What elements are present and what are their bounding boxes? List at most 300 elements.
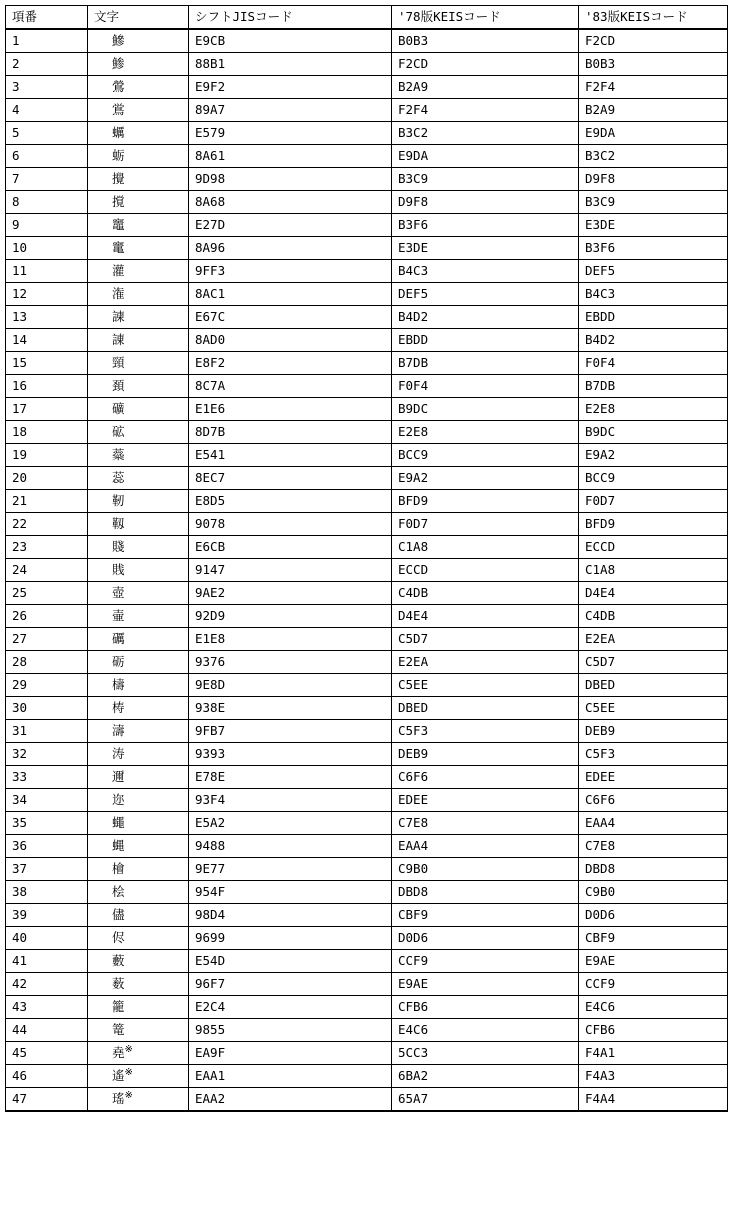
cell-character (88, 582, 189, 605)
character-glyph: 頚 (112, 378, 125, 393)
note-mark: ※ (124, 1089, 133, 1101)
cell-keis83-code: CBF9 (579, 927, 728, 950)
character-glyph: 諌 (112, 332, 125, 347)
table-row (6, 99, 728, 122)
cell-shift-jis-code: 9855 (189, 1019, 392, 1042)
cell-item-number: 34 (6, 789, 88, 812)
cell-keis83-code: F0D7 (579, 490, 728, 513)
cell-item-number: 21 (6, 490, 88, 513)
cell-keis78-code: CBF9 (392, 904, 579, 927)
cell-keis83-code: F0F4 (579, 352, 728, 375)
cell-character (88, 674, 189, 697)
header-keis-78: '78版KEISコード (392, 6, 579, 30)
cell-keis83-code: E4C6 (579, 996, 728, 1019)
header-row (6, 6, 728, 30)
table-row (6, 467, 728, 490)
cell-keis78-code: C6F6 (392, 766, 579, 789)
cell-character (88, 306, 189, 329)
table-row (6, 421, 728, 444)
cell-character (88, 237, 189, 260)
table-row (6, 766, 728, 789)
cell-keis78-code: E9AE (392, 973, 579, 996)
cell-character (88, 421, 189, 444)
cell-keis78-code: B2A9 (392, 76, 579, 99)
character-glyph: 侭 (112, 930, 125, 945)
cell-keis78-code: EDEE (392, 789, 579, 812)
cell-shift-jis-code: E1E6 (189, 398, 392, 421)
cell-keis78-code: E2E8 (392, 421, 579, 444)
cell-shift-jis-code: 9E77 (189, 858, 392, 881)
cell-keis78-code: DEB9 (392, 743, 579, 766)
cell-keis83-code: D9F8 (579, 168, 728, 191)
cell-keis83-code: EBDD (579, 306, 728, 329)
cell-keis78-code: BFD9 (392, 490, 579, 513)
cell-keis78-code: B4D2 (392, 306, 579, 329)
cell-item-number: 11 (6, 260, 88, 283)
cell-keis78-code: DBD8 (392, 881, 579, 904)
cell-shift-jis-code: 9699 (189, 927, 392, 950)
cell-shift-jis-code: 9376 (189, 651, 392, 674)
cell-keis78-code: C4DB (392, 582, 579, 605)
character-glyph: 潅 (112, 286, 125, 301)
cell-keis78-code: C5D7 (392, 628, 579, 651)
cell-item-number: 29 (6, 674, 88, 697)
character-glyph: 撹 (112, 194, 125, 209)
cell-character (88, 260, 189, 283)
cell-character (88, 927, 189, 950)
character-glyph: 籠 (112, 999, 125, 1014)
cell-character (88, 29, 189, 53)
cell-keis78-code: B9DC (392, 398, 579, 421)
cell-shift-jis-code: 9D98 (189, 168, 392, 191)
character-glyph: 遙 (112, 1068, 125, 1083)
character-glyph: 邇 (112, 769, 125, 784)
cell-keis78-code: C5F3 (392, 720, 579, 743)
cell-character (88, 881, 189, 904)
cell-keis83-code: C1A8 (579, 559, 728, 582)
cell-keis83-code: F4A1 (579, 1042, 728, 1065)
cell-shift-jis-code: E54D (189, 950, 392, 973)
cell-item-number: 19 (6, 444, 88, 467)
cell-keis78-code: C1A8 (392, 536, 579, 559)
cell-character (88, 605, 189, 628)
cell-character (88, 950, 189, 973)
cell-keis78-code: F0F4 (392, 375, 579, 398)
table-row (6, 168, 728, 191)
character-glyph: 涛 (112, 746, 125, 761)
cell-keis83-code: E9AE (579, 950, 728, 973)
table-row (6, 490, 728, 513)
cell-character (88, 697, 189, 720)
cell-keis83-code: DBD8 (579, 858, 728, 881)
cell-item-number: 7 (6, 168, 88, 191)
cell-keis78-code: DBED (392, 697, 579, 720)
character-glyph: 賤 (112, 539, 125, 554)
cell-item-number: 20 (6, 467, 88, 490)
table-row (6, 835, 728, 858)
cell-keis83-code: DEF5 (579, 260, 728, 283)
table-row (6, 881, 728, 904)
cell-keis78-code: EBDD (392, 329, 579, 352)
cell-shift-jis-code: 93F4 (189, 789, 392, 812)
cell-keis83-code: F4A3 (579, 1065, 728, 1088)
character-glyph: 濤 (112, 723, 125, 738)
table-row (6, 858, 728, 881)
character-glyph: 蛎 (112, 148, 125, 163)
character-glyph: 鶯 (112, 79, 125, 94)
cell-item-number: 8 (6, 191, 88, 214)
cell-item-number: 31 (6, 720, 88, 743)
cell-shift-jis-code: 8A68 (189, 191, 392, 214)
cell-item-number: 1 (6, 29, 88, 53)
cell-shift-jis-code: 8D7B (189, 421, 392, 444)
cell-shift-jis-code: 9078 (189, 513, 392, 536)
cell-keis83-code: B4C3 (579, 283, 728, 306)
cell-shift-jis-code: 96F7 (189, 973, 392, 996)
table-row (6, 789, 728, 812)
code-table-container (5, 5, 727, 1112)
cell-character (88, 858, 189, 881)
table-row (6, 674, 728, 697)
cell-item-number: 17 (6, 398, 88, 421)
cell-item-number: 13 (6, 306, 88, 329)
cell-character (88, 996, 189, 1019)
cell-keis83-code: E2E8 (579, 398, 728, 421)
cell-item-number: 25 (6, 582, 88, 605)
cell-item-number: 46 (6, 1065, 88, 1088)
cell-shift-jis-code: 8C7A (189, 375, 392, 398)
cell-keis78-code: B3C9 (392, 168, 579, 191)
cell-item-number: 30 (6, 697, 88, 720)
character-glyph: 頸 (112, 355, 125, 370)
character-glyph: 賎 (112, 562, 125, 577)
cell-item-number: 32 (6, 743, 88, 766)
table-row (6, 582, 728, 605)
character-glyph: 梼 (112, 700, 125, 715)
table-row (6, 444, 728, 467)
cell-item-number: 26 (6, 605, 88, 628)
character-glyph: 諫 (112, 309, 125, 324)
character-glyph: 鯵 (112, 56, 125, 71)
cell-keis78-code: C5EE (392, 674, 579, 697)
cell-item-number: 45 (6, 1042, 88, 1065)
cell-keis83-code: C5F3 (579, 743, 728, 766)
cell-keis78-code: CCF9 (392, 950, 579, 973)
cell-keis83-code: B7DB (579, 375, 728, 398)
character-glyph: 檜 (112, 861, 125, 876)
cell-keis78-code: E2EA (392, 651, 579, 674)
table-row (6, 973, 728, 996)
cell-shift-jis-code: 92D9 (189, 605, 392, 628)
header-keis-83: '83版KEISコード (579, 6, 728, 30)
cell-keis83-code: B4D2 (579, 329, 728, 352)
cell-keis83-code: B2A9 (579, 99, 728, 122)
cell-keis83-code: EAA4 (579, 812, 728, 835)
cell-item-number: 27 (6, 628, 88, 651)
cell-character (88, 743, 189, 766)
cell-character (88, 122, 189, 145)
character-glyph: 堯 (112, 1045, 125, 1060)
character-glyph: 竃 (112, 240, 125, 255)
cell-shift-jis-code: E5A2 (189, 812, 392, 835)
cell-character (88, 628, 189, 651)
cell-character (88, 766, 189, 789)
character-glyph: 鴬 (112, 102, 125, 117)
cell-keis78-code: B3F6 (392, 214, 579, 237)
cell-shift-jis-code: 9FF3 (189, 260, 392, 283)
cell-shift-jis-code: 8A61 (189, 145, 392, 168)
cell-shift-jis-code: 8AD0 (189, 329, 392, 352)
cell-character (88, 1019, 189, 1042)
table-row (6, 1019, 728, 1042)
table-row (6, 904, 728, 927)
character-glyph: 蝿 (112, 838, 125, 853)
table-row (6, 29, 728, 53)
table-row (6, 214, 728, 237)
cell-shift-jis-code: E2C4 (189, 996, 392, 1019)
cell-character (88, 444, 189, 467)
note-mark: ※ (124, 1043, 133, 1055)
cell-shift-jis-code: 8A96 (189, 237, 392, 260)
table-row (6, 559, 728, 582)
code-mapping-table (5, 5, 728, 1112)
cell-keis83-code: C5EE (579, 697, 728, 720)
character-glyph: 壷 (112, 608, 125, 623)
character-glyph: 礪 (112, 631, 125, 646)
header-item-number: 項番 (6, 6, 88, 30)
cell-keis83-code: E9A2 (579, 444, 728, 467)
cell-shift-jis-code: 938E (189, 697, 392, 720)
cell-keis83-code: D0D6 (579, 904, 728, 927)
cell-keis83-code: E9DA (579, 122, 728, 145)
cell-character (88, 398, 189, 421)
cell-character (88, 812, 189, 835)
cell-shift-jis-code: E579 (189, 122, 392, 145)
cell-keis78-code: B0B3 (392, 29, 579, 53)
cell-character (88, 375, 189, 398)
character-glyph: 砿 (112, 424, 125, 439)
cell-keis78-code: F2F4 (392, 99, 579, 122)
character-glyph: 瑤 (112, 1091, 125, 1106)
cell-character (88, 53, 189, 76)
table-row (6, 651, 728, 674)
table-row (6, 536, 728, 559)
cell-character (88, 99, 189, 122)
character-glyph: 藪 (112, 953, 125, 968)
cell-keis78-code: D9F8 (392, 191, 579, 214)
cell-shift-jis-code: EAA1 (189, 1065, 392, 1088)
cell-item-number: 2 (6, 53, 88, 76)
cell-shift-jis-code: 954F (189, 881, 392, 904)
character-glyph: 鰺 (112, 33, 125, 48)
cell-character (88, 329, 189, 352)
cell-character (88, 1065, 189, 1088)
cell-keis78-code: E4C6 (392, 1019, 579, 1042)
cell-item-number: 18 (6, 421, 88, 444)
cell-shift-jis-code: E9F2 (189, 76, 392, 99)
table-row (6, 398, 728, 421)
cell-item-number: 28 (6, 651, 88, 674)
character-glyph: 蕊 (112, 470, 125, 485)
cell-item-number: 10 (6, 237, 88, 260)
character-glyph: 儘 (112, 907, 125, 922)
cell-keis83-code: D4E4 (579, 582, 728, 605)
cell-item-number: 33 (6, 766, 88, 789)
cell-item-number: 9 (6, 214, 88, 237)
cell-item-number: 39 (6, 904, 88, 927)
character-glyph: 蠅 (112, 815, 125, 830)
cell-item-number: 3 (6, 76, 88, 99)
cell-character (88, 1088, 189, 1112)
cell-item-number: 24 (6, 559, 88, 582)
character-glyph: 壺 (112, 585, 125, 600)
cell-character (88, 513, 189, 536)
cell-keis78-code: B4C3 (392, 260, 579, 283)
cell-character (88, 789, 189, 812)
cell-keis83-code: CFB6 (579, 1019, 728, 1042)
cell-shift-jis-code: E1E8 (189, 628, 392, 651)
cell-item-number: 36 (6, 835, 88, 858)
cell-shift-jis-code: 8AC1 (189, 283, 392, 306)
cell-item-number: 5 (6, 122, 88, 145)
cell-shift-jis-code: 89A7 (189, 99, 392, 122)
character-glyph: 篭 (112, 1022, 125, 1037)
cell-item-number: 41 (6, 950, 88, 973)
character-glyph: 砺 (112, 654, 125, 669)
cell-item-number: 6 (6, 145, 88, 168)
cell-keis78-code: 6BA2 (392, 1065, 579, 1088)
character-glyph: 礦 (112, 401, 125, 416)
cell-character (88, 214, 189, 237)
cell-shift-jis-code: E27D (189, 214, 392, 237)
cell-keis83-code: EDEE (579, 766, 728, 789)
cell-keis83-code: B9DC (579, 421, 728, 444)
table-row (6, 306, 728, 329)
cell-keis83-code: CCF9 (579, 973, 728, 996)
cell-keis83-code: B3F6 (579, 237, 728, 260)
cell-shift-jis-code: E6CB (189, 536, 392, 559)
cell-character (88, 76, 189, 99)
table-row (6, 122, 728, 145)
table-row (6, 605, 728, 628)
cell-keis83-code: C7E8 (579, 835, 728, 858)
table-body (6, 29, 728, 1111)
cell-item-number: 40 (6, 927, 88, 950)
cell-shift-jis-code: E8F2 (189, 352, 392, 375)
character-glyph: 蘂 (112, 447, 125, 462)
cell-shift-jis-code: 9488 (189, 835, 392, 858)
cell-character (88, 559, 189, 582)
cell-keis83-code: DEB9 (579, 720, 728, 743)
cell-shift-jis-code: EA9F (189, 1042, 392, 1065)
cell-keis83-code: DBED (579, 674, 728, 697)
cell-item-number: 44 (6, 1019, 88, 1042)
character-glyph: 攪 (112, 171, 125, 186)
table-row (6, 283, 728, 306)
cell-item-number: 23 (6, 536, 88, 559)
table-row (6, 628, 728, 651)
cell-shift-jis-code: 9E8D (189, 674, 392, 697)
cell-item-number: 12 (6, 283, 88, 306)
cell-item-number: 37 (6, 858, 88, 881)
cell-keis83-code: C5D7 (579, 651, 728, 674)
table-row (6, 927, 728, 950)
character-glyph: 靭 (112, 493, 125, 508)
cell-keis78-code: E9DA (392, 145, 579, 168)
cell-character (88, 720, 189, 743)
character-glyph: 桧 (112, 884, 125, 899)
cell-keis78-code: F0D7 (392, 513, 579, 536)
cell-keis78-code: EAA4 (392, 835, 579, 858)
cell-keis83-code: C6F6 (579, 789, 728, 812)
table-row (6, 237, 728, 260)
cell-shift-jis-code: 8EC7 (189, 467, 392, 490)
cell-item-number: 47 (6, 1088, 88, 1112)
cell-item-number: 35 (6, 812, 88, 835)
cell-keis83-code: B3C9 (579, 191, 728, 214)
cell-keis78-code: D0D6 (392, 927, 579, 950)
table-row (6, 720, 728, 743)
cell-character (88, 904, 189, 927)
cell-keis78-code: CFB6 (392, 996, 579, 1019)
cell-shift-jis-code: 9AE2 (189, 582, 392, 605)
cell-character (88, 352, 189, 375)
cell-character (88, 145, 189, 168)
table-row (6, 145, 728, 168)
cell-keis83-code: F2F4 (579, 76, 728, 99)
cell-keis78-code: C9B0 (392, 858, 579, 881)
cell-item-number: 4 (6, 99, 88, 122)
cell-keis78-code: B3C2 (392, 122, 579, 145)
cell-character (88, 835, 189, 858)
table-row (6, 53, 728, 76)
character-glyph: 檮 (112, 677, 125, 692)
character-glyph: 迩 (112, 792, 125, 807)
cell-keis78-code: C7E8 (392, 812, 579, 835)
cell-shift-jis-code: E67C (189, 306, 392, 329)
cell-keis83-code: C4DB (579, 605, 728, 628)
cell-item-number: 14 (6, 329, 88, 352)
table-row (6, 1088, 728, 1112)
cell-shift-jis-code: E9CB (189, 29, 392, 53)
cell-shift-jis-code: 9147 (189, 559, 392, 582)
cell-item-number: 22 (6, 513, 88, 536)
note-mark: ※ (124, 1066, 133, 1078)
table-row (6, 76, 728, 99)
cell-keis83-code: BCC9 (579, 467, 728, 490)
cell-keis78-code: BCC9 (392, 444, 579, 467)
cell-keis83-code: BFD9 (579, 513, 728, 536)
cell-item-number: 16 (6, 375, 88, 398)
table-row (6, 1042, 728, 1065)
table-row (6, 375, 728, 398)
cell-keis83-code: B3C2 (579, 145, 728, 168)
cell-character (88, 490, 189, 513)
cell-shift-jis-code: EAA2 (189, 1088, 392, 1112)
table-row (6, 352, 728, 375)
table-row (6, 812, 728, 835)
cell-item-number: 42 (6, 973, 88, 996)
header-shift-jis: シフトJISコード (189, 6, 392, 30)
cell-keis78-code: 65A7 (392, 1088, 579, 1112)
table-row (6, 996, 728, 1019)
cell-keis78-code: D4E4 (392, 605, 579, 628)
cell-character (88, 168, 189, 191)
table-row (6, 950, 728, 973)
cell-shift-jis-code: 9393 (189, 743, 392, 766)
cell-shift-jis-code: 98D4 (189, 904, 392, 927)
cell-keis78-code: B7DB (392, 352, 579, 375)
